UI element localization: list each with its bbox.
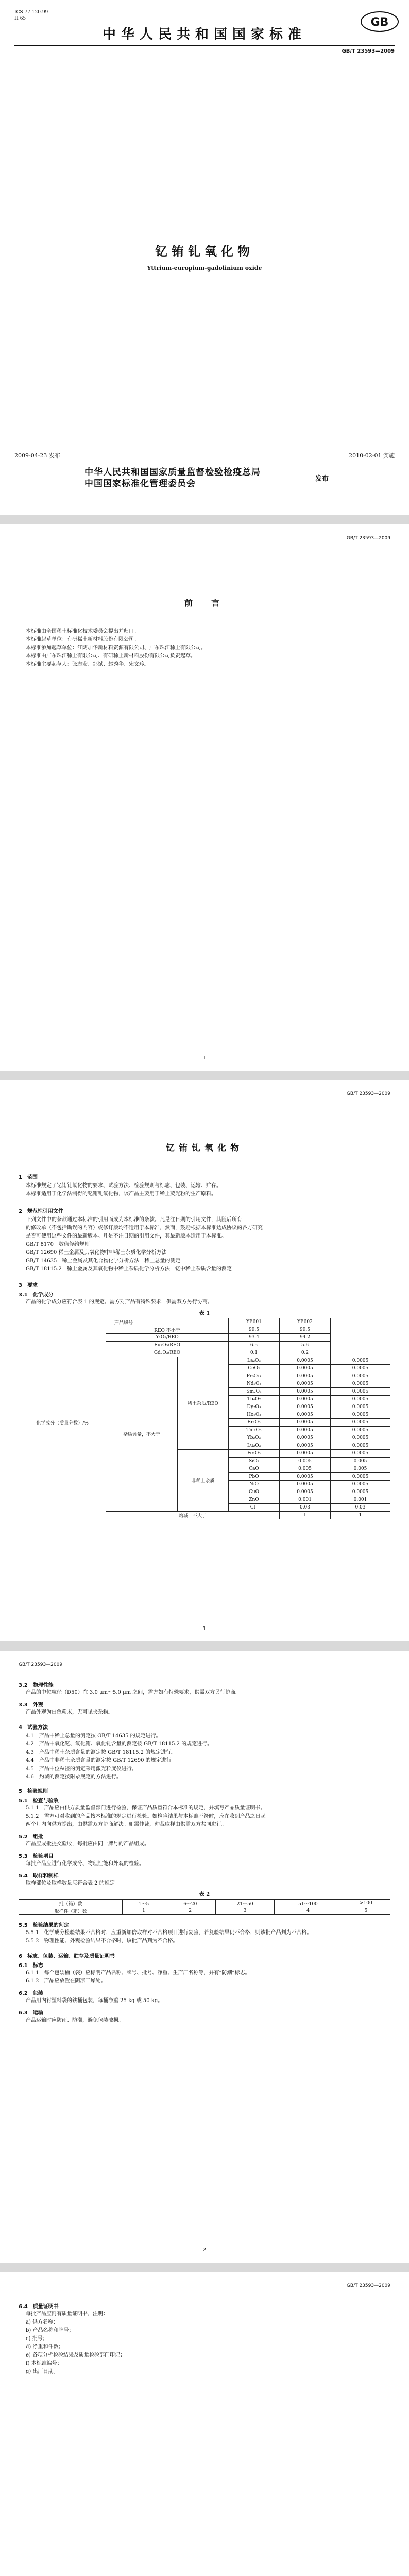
table-cell: Cl⁻ xyxy=(229,1504,280,1512)
table-cell: 0.0005 xyxy=(331,1380,390,1388)
product-title-cn: 钇铕钆氧化物 xyxy=(155,244,254,259)
section-3-2-title: 3.2 物理性能 xyxy=(19,1683,54,1688)
table-cell: 0.0005 xyxy=(331,1434,390,1442)
table-cell: CaO xyxy=(229,1465,280,1473)
section-5-1-text xyxy=(26,1804,390,1829)
list-item: c) 批号； xyxy=(26,2336,48,2342)
text-line: 5.1.2 需方可对收到的产品按本标准的规定进行检验。如检验结果与本标准不符时，应在收到产品之日起 xyxy=(26,1814,266,1819)
table-cell: 0.2 xyxy=(280,1349,331,1357)
section-6-title: 6 标志、包装、运输、贮存及质量证明书 xyxy=(19,1954,115,1959)
table-cell: 0.0005 xyxy=(331,1450,390,1458)
table-row xyxy=(19,1907,390,1915)
standard-title: 中华人民共和国国家标准 xyxy=(102,27,306,42)
table-header-cell: YE602 xyxy=(280,1318,331,1326)
table-cell: 0.03 xyxy=(280,1504,331,1512)
text-line: 5.5.2 物理性能、外观检验结果不合格时，该批产品判为不合格。 xyxy=(26,1938,178,1944)
body-title: 钇铕钆氧化物 xyxy=(166,1143,243,1154)
table-header-cell: 产品牌号 xyxy=(19,1318,229,1326)
table-cell: 0.0005 xyxy=(331,1481,390,1488)
section-5-5-title: 5.5 检验结果的判定 xyxy=(19,1923,69,1928)
table-cell: 0.0005 xyxy=(280,1396,331,1403)
table-cell: 0.0005 xyxy=(331,1488,390,1496)
table-cell: 0.001 xyxy=(331,1496,390,1504)
table-cell: 灼减，不大于 xyxy=(106,1512,280,1519)
table-cell: Nd₂O₃ xyxy=(229,1380,280,1388)
table-cell: Y₂O₃/REO xyxy=(106,1334,229,1342)
cover-top-rule xyxy=(14,45,395,46)
issuer-aqsiq: 中华人民共和国国家质量监督检验检疫总局 xyxy=(84,467,261,478)
table-cell: Fe₂O₃ xyxy=(229,1450,280,1458)
section-5-2-text: 产品应成批提交验收，每批应由同一牌号的产品组成。 xyxy=(26,1841,149,1847)
table-cell: 批（箱）数 xyxy=(19,1900,123,1907)
table-cell: Er₂O₃ xyxy=(229,1419,280,1427)
issuer-sac: 中国国家标准化管理委员会 xyxy=(84,479,196,489)
page-header-number: GB/T 23593—2009 xyxy=(346,1091,390,1096)
page-footer-number: 1 xyxy=(202,1626,207,1632)
section-2-text xyxy=(26,1216,390,1274)
foreword-line: 本标准由广东珠江稀土有限公司、有研稀土新材料股份有限公司负责起草。 xyxy=(26,653,196,659)
table-cell: 0.1 xyxy=(229,1349,280,1357)
foreword-page xyxy=(0,524,409,1071)
section-3-title: 3 要求 xyxy=(19,1283,38,1289)
table-cell: 0.0005 xyxy=(280,1388,331,1396)
section-1-title: 1 范围 xyxy=(19,1175,38,1180)
table-row xyxy=(19,1900,390,1907)
table-cell: 3 xyxy=(215,1907,274,1915)
table-cell: ZnO xyxy=(229,1496,280,1504)
section-6-4-text xyxy=(26,2310,390,2376)
table-cell: 0.0005 xyxy=(331,1396,390,1403)
section-3-1-text: 产品的化学成分应符合表 1 的规定。需方对产品有特殊要求，供需双方另行协商。 xyxy=(26,1299,213,1305)
table-cell: NiO xyxy=(229,1481,280,1488)
section-6-2-text: 产品用内衬塑料袋的铁桶包装，每桶净重 25 kg 或 50 kg。 xyxy=(26,1998,163,2004)
table-cell: 0.005 xyxy=(280,1465,331,1473)
foreword-title: 前 言 xyxy=(184,598,225,608)
table-cell: 99.5 xyxy=(280,1326,331,1334)
text-line: GB/T 12690 稀土金属及其氧化物中非稀土杂质化学分析方法 xyxy=(26,1250,167,1256)
cover-page xyxy=(0,0,409,515)
section-3-1-title: 3.1 化学成分 xyxy=(19,1292,54,1298)
text-line: 下列文件中的条款通过本标准的引用而成为本标准的条款。凡是注日期的引用文件，其随后所有 xyxy=(26,1217,242,1223)
table-cell: 0.0005 xyxy=(331,1403,390,1411)
text-line: 是否可使用这些文件的最新版本。凡是不注日期的引用文件，其最新版本适用于本标准。 xyxy=(26,1233,227,1239)
table-cell: Pr₆O₁₁ xyxy=(229,1372,280,1380)
text-line: 6.1.1 每个包装桶（袋）应标明产品名称、牌号、批号、净重、生产厂名称等，并有“防潮”标志。 xyxy=(26,1970,250,1976)
section-6-1-title: 6.1 标志 xyxy=(19,1963,43,1969)
text-line: 每批产品应附有质量证明书，注明： xyxy=(26,2311,108,2317)
table-cell: PbO xyxy=(229,1473,280,1481)
table-cell: 0.001 xyxy=(280,1496,331,1504)
list-item: b) 产品名称和牌号； xyxy=(26,2328,74,2333)
section-4-text xyxy=(26,1732,390,1782)
table-cell: 0.03 xyxy=(331,1504,390,1512)
table-cell: 2 xyxy=(165,1907,215,1915)
ccs-code: H 65 xyxy=(14,16,26,21)
section-5-4-text: 取样部位及取样数量应符合表 2 的规定。 xyxy=(26,1880,120,1886)
text-line: 4.6 灼减的测定按附录规定的方法进行。 xyxy=(26,1774,122,1780)
section-6-1-text xyxy=(26,1969,390,1986)
table-cell: Ho₂O₃ xyxy=(229,1411,280,1419)
table-cell: Tb₄O₇ xyxy=(229,1396,280,1403)
table-cell: Dy₂O₃ xyxy=(229,1403,280,1411)
table-cell: 0.0005 xyxy=(331,1365,390,1372)
table-cell: 93.4 xyxy=(229,1334,280,1342)
section-6-3-title: 6.3 运输 xyxy=(19,2010,43,2016)
table-2-caption: 表 2 xyxy=(199,1892,210,1897)
table-cell: 6.5 xyxy=(229,1342,280,1349)
table-2 xyxy=(19,1899,390,1915)
table-cell: 0.0005 xyxy=(280,1488,331,1496)
text-line: GB/T 8170 数值修约规则 xyxy=(26,1242,90,1247)
table-cell: 非稀土杂质 xyxy=(178,1450,229,1512)
table-cell: Gd₂O₃/REO xyxy=(106,1349,229,1357)
table-cell: 0.0005 xyxy=(331,1427,390,1434)
table-cell: CuO xyxy=(229,1488,280,1496)
table-cell: 0.005 xyxy=(280,1458,331,1465)
page-footer-number: I xyxy=(203,1055,206,1061)
table-cell: 94.2 xyxy=(280,1334,331,1342)
table-cell: 化学成分（质量分数）/% xyxy=(19,1326,106,1519)
table-cell: 1 xyxy=(280,1512,331,1519)
table-cell: 0.0005 xyxy=(280,1434,331,1442)
table-cell: 0.0005 xyxy=(280,1450,331,1458)
page-header-number: GB/T 23593—2009 xyxy=(19,1662,63,1667)
section-5-title: 5 检验规则 xyxy=(19,1789,48,1794)
text-line: 5.5.1 化学成分检验结果不合格时，应重新加倍取样对不合格项目进行复验，若复验结果仍不合格，则该批产品判为不合格。 xyxy=(26,1930,312,1936)
section-3-3-title: 3.3 外观 xyxy=(19,1702,43,1708)
section-5-1-title: 5.1 检查与验收 xyxy=(19,1798,59,1804)
table-cell: 0.0005 xyxy=(331,1419,390,1427)
table-cell: 0.0005 xyxy=(280,1442,331,1450)
table-cell: Lu₂O₃ xyxy=(229,1442,280,1450)
table-header-cell: YE601 xyxy=(229,1318,280,1326)
text-line: 本标准规定了钇铕钆氧化物的要求、试验方法、检验规则与标志、包装、运输、贮存。 xyxy=(26,1183,221,1189)
foreword-text xyxy=(26,628,386,669)
table-cell: Tm₂O₃ xyxy=(229,1427,280,1434)
text-line: 4.1 产品中稀土总量的测定按 GB/T 14635 的规定进行。 xyxy=(26,1733,161,1739)
table-cell: 0.0005 xyxy=(280,1411,331,1419)
list-item: f) 本标准编号； xyxy=(26,2361,62,2366)
page-separator xyxy=(0,515,409,524)
page-header-number: GB/T 23593—2009 xyxy=(346,536,390,541)
table-cell: 0.0005 xyxy=(280,1380,331,1388)
table-cell: 1 xyxy=(123,1907,165,1915)
section-2-title: 2 规范性引用文件 xyxy=(19,1209,63,1214)
foreword-line: 本标准主要起草人：张志宏、邹斌、赵秀华、宋文珍。 xyxy=(26,662,149,667)
section-5-3-title: 5.3 检验项目 xyxy=(19,1854,54,1859)
text-line: 本标准适用于化学法制得的钇铕钆氧化物，该产品主要用于稀土荧光粉的生产原料。 xyxy=(26,1191,216,1197)
list-item: d) 净重和件数； xyxy=(26,2344,64,2350)
section-3-3-text: 产品外观为白色粉末，无可见夹杂物。 xyxy=(26,1709,113,1715)
table-cell: 取样件（箱）数 xyxy=(19,1907,123,1915)
table-cell: 99.5 xyxy=(229,1326,280,1334)
foreword-line: 本标准起草单位：有研稀土新材料股份有限公司。 xyxy=(26,637,139,642)
page-header-number: GB/T 23593—2009 xyxy=(346,2283,390,2289)
list-item: e) 各项分析检验结果及质量检验部门印记； xyxy=(26,2352,125,2358)
table-cell: Eu₂O₃/REO xyxy=(106,1342,229,1349)
table-cell: 51～100 xyxy=(275,1900,342,1907)
table-cell: 6～20 xyxy=(165,1900,215,1907)
text-line: 的修改单（不包括勘误的内容）或修订版均不适用于本标准，然而，鼓励根据本标准达成协议的各方研究 xyxy=(26,1225,263,1231)
table-1 xyxy=(19,1318,390,1519)
standard-number: GB/T 23593—2009 xyxy=(342,48,395,54)
list-item: g) 出厂日期。 xyxy=(26,2369,59,2375)
section-6-3-text: 产品运输时应防雨、防潮，避免包装破损。 xyxy=(26,2018,124,2023)
section-1-text xyxy=(26,1182,390,1198)
text-line: 4.3 产品中稀土杂质含量的测定按 GB/T 18115.2 的规定进行。 xyxy=(26,1750,177,1755)
page-separator xyxy=(0,1071,409,1080)
table-cell: 0.0005 xyxy=(280,1419,331,1427)
foreword-line: 本标准参加起草单位：江阴加华新材料资源有限公司、广东珠江稀土有限公司。 xyxy=(26,645,206,651)
table-row xyxy=(19,1326,390,1334)
text-line: GB/T 18115.2 稀土金属及其氧化物中稀土杂质化学分析方法 钇中稀土杂质含量的测定 xyxy=(26,1266,232,1272)
text-line: 6.1.2 产品应放置在阴凉干燥处。 xyxy=(26,1978,106,1984)
table-cell: 0.0005 xyxy=(331,1442,390,1450)
table-header-row xyxy=(19,1318,390,1326)
table-cell: Yb₂O₃ xyxy=(229,1434,280,1442)
table-cell: 0.0005 xyxy=(280,1481,331,1488)
issue-date: 2009-04-23 发布 xyxy=(14,452,60,459)
table-cell: 0.0005 xyxy=(280,1365,331,1372)
body-page-3 xyxy=(0,2272,409,2576)
foreword-line: 本标准由全国稀土标准化技术委员会提出并归口。 xyxy=(26,629,139,634)
table-cell: 0.0005 xyxy=(280,1427,331,1434)
section-6-2-title: 6.2 包装 xyxy=(19,1991,43,1996)
table-cell: 1 xyxy=(331,1512,390,1519)
section-5-2-title: 5.2 组批 xyxy=(19,1834,43,1840)
table-cell: 稀土杂质/REO xyxy=(178,1357,229,1450)
list-item: a) 供方名称； xyxy=(26,2319,59,2325)
table-cell: La₂O₃ xyxy=(229,1357,280,1365)
text-line: 4.2 产品中氧化钇、氧化铕、氧化钆含量的测定按 GB/T 18115.2 的规定进行。 xyxy=(26,1741,213,1747)
page-footer-number: 2 xyxy=(202,2247,207,2253)
table-1-caption: 表 1 xyxy=(199,1311,210,1316)
section-3-2-text: 产品的中位粒径（D50）在 3.0 μm～5.0 μm 之间，需方如有特殊要求，供需双方另行协商。 xyxy=(26,1690,241,1696)
table-cell: CeO₂ xyxy=(229,1365,280,1372)
table-cell: 0.0005 xyxy=(331,1388,390,1396)
section-5-5-text xyxy=(26,1929,390,1945)
table-cell: 21～50 xyxy=(215,1900,274,1907)
table-cell: REO 不小于 xyxy=(106,1326,229,1334)
svg-text:GB: GB xyxy=(370,16,389,29)
text-line: 两个月内向供方提出，由供需双方协商解决。如需仲裁，仲裁取样由供需双方共同进行。 xyxy=(26,1822,227,1827)
ics-code: ICS 77.120.99 xyxy=(14,10,48,15)
table-cell: 0.0005 xyxy=(280,1357,331,1365)
table-cell: 杂质含量，不大于 xyxy=(106,1357,178,1512)
page-separator xyxy=(0,2263,409,2272)
body-page-2 xyxy=(0,1651,409,2263)
issue-word: 发布 xyxy=(315,475,329,483)
section-6-4-title: 6.4 质量证明书 xyxy=(19,2304,59,2310)
table-cell: 0.0005 xyxy=(280,1372,331,1380)
page-separator xyxy=(0,1641,409,1651)
implementation-date: 2010-02-01 实施 xyxy=(349,452,395,459)
table-cell: 0.0005 xyxy=(331,1372,390,1380)
table-cell: 0.0005 xyxy=(331,1411,390,1419)
product-title-en: Yttrium-europium-gadolinium oxide xyxy=(147,265,262,272)
issuer-block xyxy=(84,467,261,489)
table-cell: >100 xyxy=(342,1900,390,1907)
text-line: 4.5 产品中位粒径的测定采用激光粒度仪进行。 xyxy=(26,1766,137,1772)
table-cell: Sm₂O₃ xyxy=(229,1388,280,1396)
table-cell: 4 xyxy=(275,1907,342,1915)
table-cell: 0.0005 xyxy=(280,1403,331,1411)
table-cell: 5 xyxy=(342,1907,390,1915)
table-cell: SiO₂ xyxy=(229,1458,280,1465)
table-cell: 0.005 xyxy=(331,1458,390,1465)
table-cell: 0.005 xyxy=(331,1465,390,1473)
text-line: GB/T 14635 稀土金属及其化合物化学分析方法 稀土总量的测定 xyxy=(26,1258,181,1264)
table-cell: 5.6 xyxy=(280,1342,331,1349)
table-cell: 0.0005 xyxy=(280,1473,331,1481)
cover-classification xyxy=(14,9,48,22)
text-line: 4.4 产品中非稀土杂质含量的测定按 GB/T 12690 的规定进行。 xyxy=(26,1758,177,1764)
body-page-1 xyxy=(0,1080,409,1641)
section-5-3-text: 每批产品应进行化学成分、物理性能和外观的检验。 xyxy=(26,1861,144,1867)
text-line: 5.1.1 产品应由供方质量监督部门进行检验，保证产品质量符合本标准的规定，并填写产品质量证明书。 xyxy=(26,1805,266,1811)
table-cell: 1～5 xyxy=(123,1900,165,1907)
table-cell: 0.0005 xyxy=(331,1357,390,1365)
section-5-4-title: 5.4 取样和制样 xyxy=(19,1873,59,1879)
table-cell: 0.0005 xyxy=(331,1473,390,1481)
section-4-title: 4 试验方法 xyxy=(19,1725,48,1731)
